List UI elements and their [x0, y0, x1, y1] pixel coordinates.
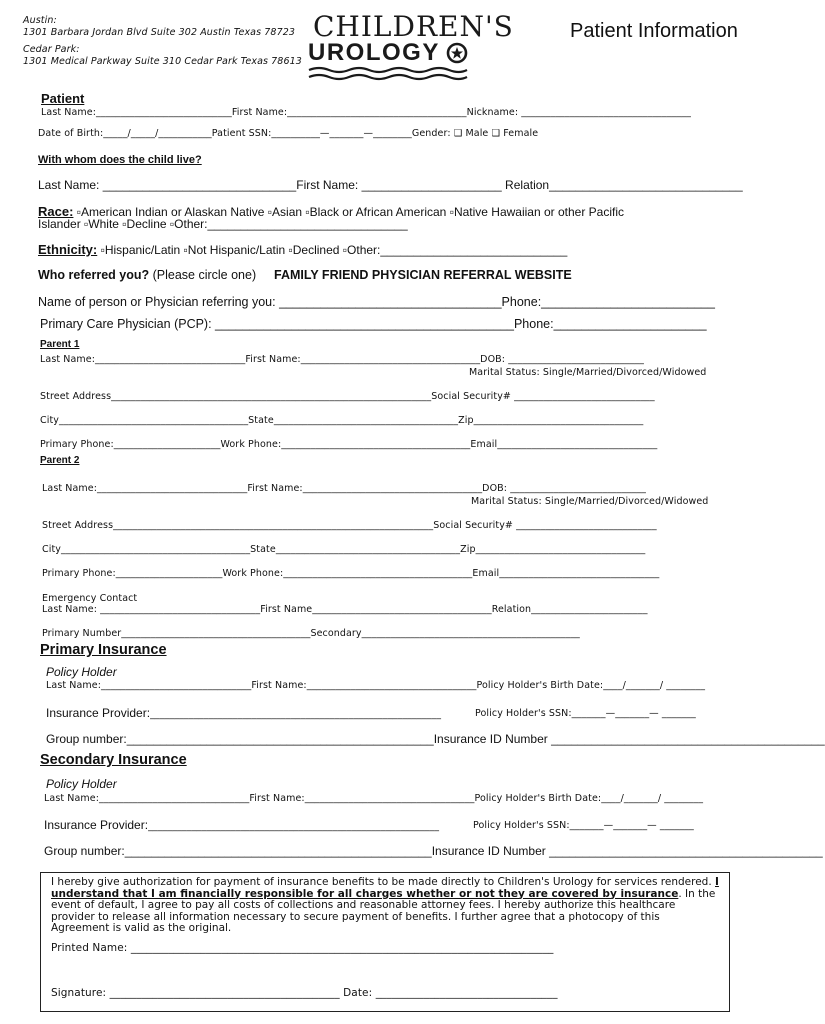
race-line-2[interactable]: Islander ▫White ▫Decline ▫Other:______________________________ — [38, 217, 408, 231]
patient-heading: Patient — [41, 91, 85, 106]
emergency-contact-label: Emergency Contact — [42, 593, 138, 604]
logo-childrens: CHILDREN'S — [313, 10, 514, 43]
secondary-holder-ssn[interactable]: Policy Holder's SSN:_______—_______— _______ — [473, 820, 694, 831]
secondary-holder-name-row[interactable]: Last Name:_______________________________First Name:___________________________________Policy Holder's Birth Date:____/_______/ ________ — [44, 793, 704, 804]
lives-with-row[interactable]: Last Name: _____________________________First Name: _____________________ Relation_____________________________ — [38, 178, 743, 192]
consent-paragraph — [51, 877, 721, 935]
race-options[interactable]: ▫American Indian or Alaskan Native ▫Asian ▫Black or African American ▫Native Hawaiian or other Pacific — [73, 205, 625, 219]
parent2-heading: Parent 2 — [40, 455, 80, 466]
emergency-phone-row[interactable]: Primary Number_______________________________________Secondary_____________________________________________ — [42, 628, 580, 639]
secondary-group-row[interactable] — [44, 844, 823, 858]
parent2-address-row[interactable]: Street Address__________________________________________________________________Social Security# _____________________________ — [42, 520, 657, 531]
parent2-city-row[interactable]: City_______________________________________State______________________________________Zip___________________________________ — [42, 544, 646, 555]
primary-group-label: Group number: — [46, 732, 127, 746]
primary-provider-label: Insurance Provider: — [46, 706, 151, 720]
page-title: Patient Information — [570, 20, 738, 42]
race-label: Race: — [38, 204, 74, 219]
primary-policy-holder-label: Policy Holder — [46, 665, 117, 679]
austin-label: Austin: — [23, 15, 57, 26]
parent1-marital-status[interactable]: Marital Status: Single/Married/Divorced/Widowed — [469, 367, 707, 378]
secondary-id-line[interactable]: _________________________________________ — [545, 844, 823, 858]
parent1-heading: Parent 1 — [40, 339, 80, 350]
secondary-provider-row[interactable] — [44, 818, 439, 832]
consent-box — [40, 872, 730, 1012]
signature-date-field[interactable]: Signature: ___________________________________________ Date: __________________________________ — [51, 987, 558, 999]
parent1-city-row[interactable]: City_______________________________________State______________________________________Zip___________________________________ — [40, 415, 644, 426]
primary-insurance-heading: Primary Insurance — [40, 642, 167, 658]
emergency-name-row[interactable]: Last Name: _________________________________First Name_____________________________________Relation________________________ — [42, 604, 648, 615]
secondary-provider-line[interactable]: ____________________________________________________________ — [148, 821, 440, 832]
secondary-group-line[interactable]: ______________________________________________ — [124, 844, 432, 858]
primary-group-row[interactable] — [46, 732, 825, 746]
primary-id-label: Insurance ID Number — [433, 732, 548, 746]
ethnicity-options[interactable]: ▫Hispanic/Latin ▫Not Hispanic/Latin ▫Declined ▫Other:____________________________ — [97, 243, 568, 257]
referral-choices[interactable]: FAMILY FRIEND PHYSICIAN REFERRAL WEBSITE — [274, 268, 572, 282]
primary-holder-ssn[interactable]: Policy Holder's SSN:_______—_______— _______ — [475, 708, 696, 719]
secondary-provider-label: Insurance Provider: — [44, 818, 149, 832]
referral-question: Who referred you? — [38, 268, 150, 282]
logo-star-icon — [446, 42, 468, 64]
cedar-park-label: Cedar Park: — [23, 44, 80, 55]
primary-provider-row[interactable] — [46, 706, 441, 720]
parent1-phone-row[interactable]: Primary Phone:______________________Work Phone:_______________________________________Email_________________________________ — [40, 439, 658, 450]
ethnicity-label: Ethnicity: — [38, 242, 98, 257]
cedar-park-address: 1301 Medical Parkway Suite 310 Cedar Park Texas 78613 — [23, 56, 302, 67]
parent2-phone-row[interactable]: Primary Phone:______________________Work Phone:_______________________________________Email_________________________________ — [42, 568, 660, 579]
parent1-name-row[interactable]: Last Name:_______________________________First Name:_____________________________________DOB: ____________________________ — [40, 354, 645, 365]
austin-address: 1301 Barbara Jordan Blvd Suite 302 Austin Texas 78723 — [23, 27, 295, 38]
logo-waves-icon — [307, 66, 469, 82]
parent2-marital-status[interactable]: Marital Status: Single/Married/Divorced/Widowed — [471, 496, 709, 507]
printed-name-field[interactable]: Printed Name: _______________________________________________________________________________ — [51, 942, 554, 954]
referral-hint: (Please circle one) — [149, 268, 257, 282]
consent-text-1: I hereby give authorization for payment of insurance benefits to be made directly to Children's Urology for services rendered. — [51, 876, 712, 888]
referrer-row[interactable]: Name of person or Physician referring you: ________________________________Phone:_________________________ — [38, 295, 715, 309]
consent-financial-responsibility: I understand that I am financially responsible for all charges whether or not they are covered by insurance — [51, 876, 719, 900]
parent2-name-row[interactable]: Last Name:_______________________________First Name:_____________________________________DOB: ____________________________ — [42, 483, 647, 494]
patient-name-row[interactable]: Last Name:____________________________First Name:_____________________________________Nickname: ___________________________________ — [41, 107, 692, 118]
primary-group-line[interactable]: ______________________________________________ — [126, 732, 434, 746]
secondary-insurance-heading: Secondary Insurance — [40, 752, 187, 768]
primary-id-line[interactable]: _________________________________________ — [547, 732, 825, 746]
patient-dob-ssn-gender-row[interactable]: Date of Birth:_____/_____/___________Patient SSN:__________—_______—________Gender: ❑ Male ❑ Female — [38, 128, 539, 139]
logo-urology: UROLOGY — [308, 39, 440, 66]
primary-provider-line[interactable]: ____________________________________________________________ — [150, 709, 442, 720]
parent1-address-row[interactable]: Street Address__________________________________________________________________Social Security# _____________________________ — [40, 391, 655, 402]
pcp-row[interactable]: Primary Care Physician (PCP): ___________________________________________Phone:______________________ — [40, 317, 707, 331]
secondary-group-label: Group number: — [44, 844, 125, 858]
primary-holder-name-row[interactable]: Last Name:_______________________________First Name:___________________________________Policy Holder's Birth Date:____/_______/ ________ — [46, 680, 706, 691]
secondary-policy-holder-label: Policy Holder — [46, 777, 117, 791]
secondary-id-label: Insurance ID Number — [431, 844, 546, 858]
referral-row — [38, 268, 256, 282]
lives-with-heading: With whom does the child live? — [38, 154, 202, 166]
ethnicity-row[interactable] — [38, 242, 567, 257]
consent-text-2: . In the event of default, I agree to pay all costs of collections and reasonable attorney fees. I hereby authorize this healthcare provider to release all information necessary to secure payment of benefits. I further agree that a photocopy of this Agreement is valid as the original. — [51, 887, 716, 934]
